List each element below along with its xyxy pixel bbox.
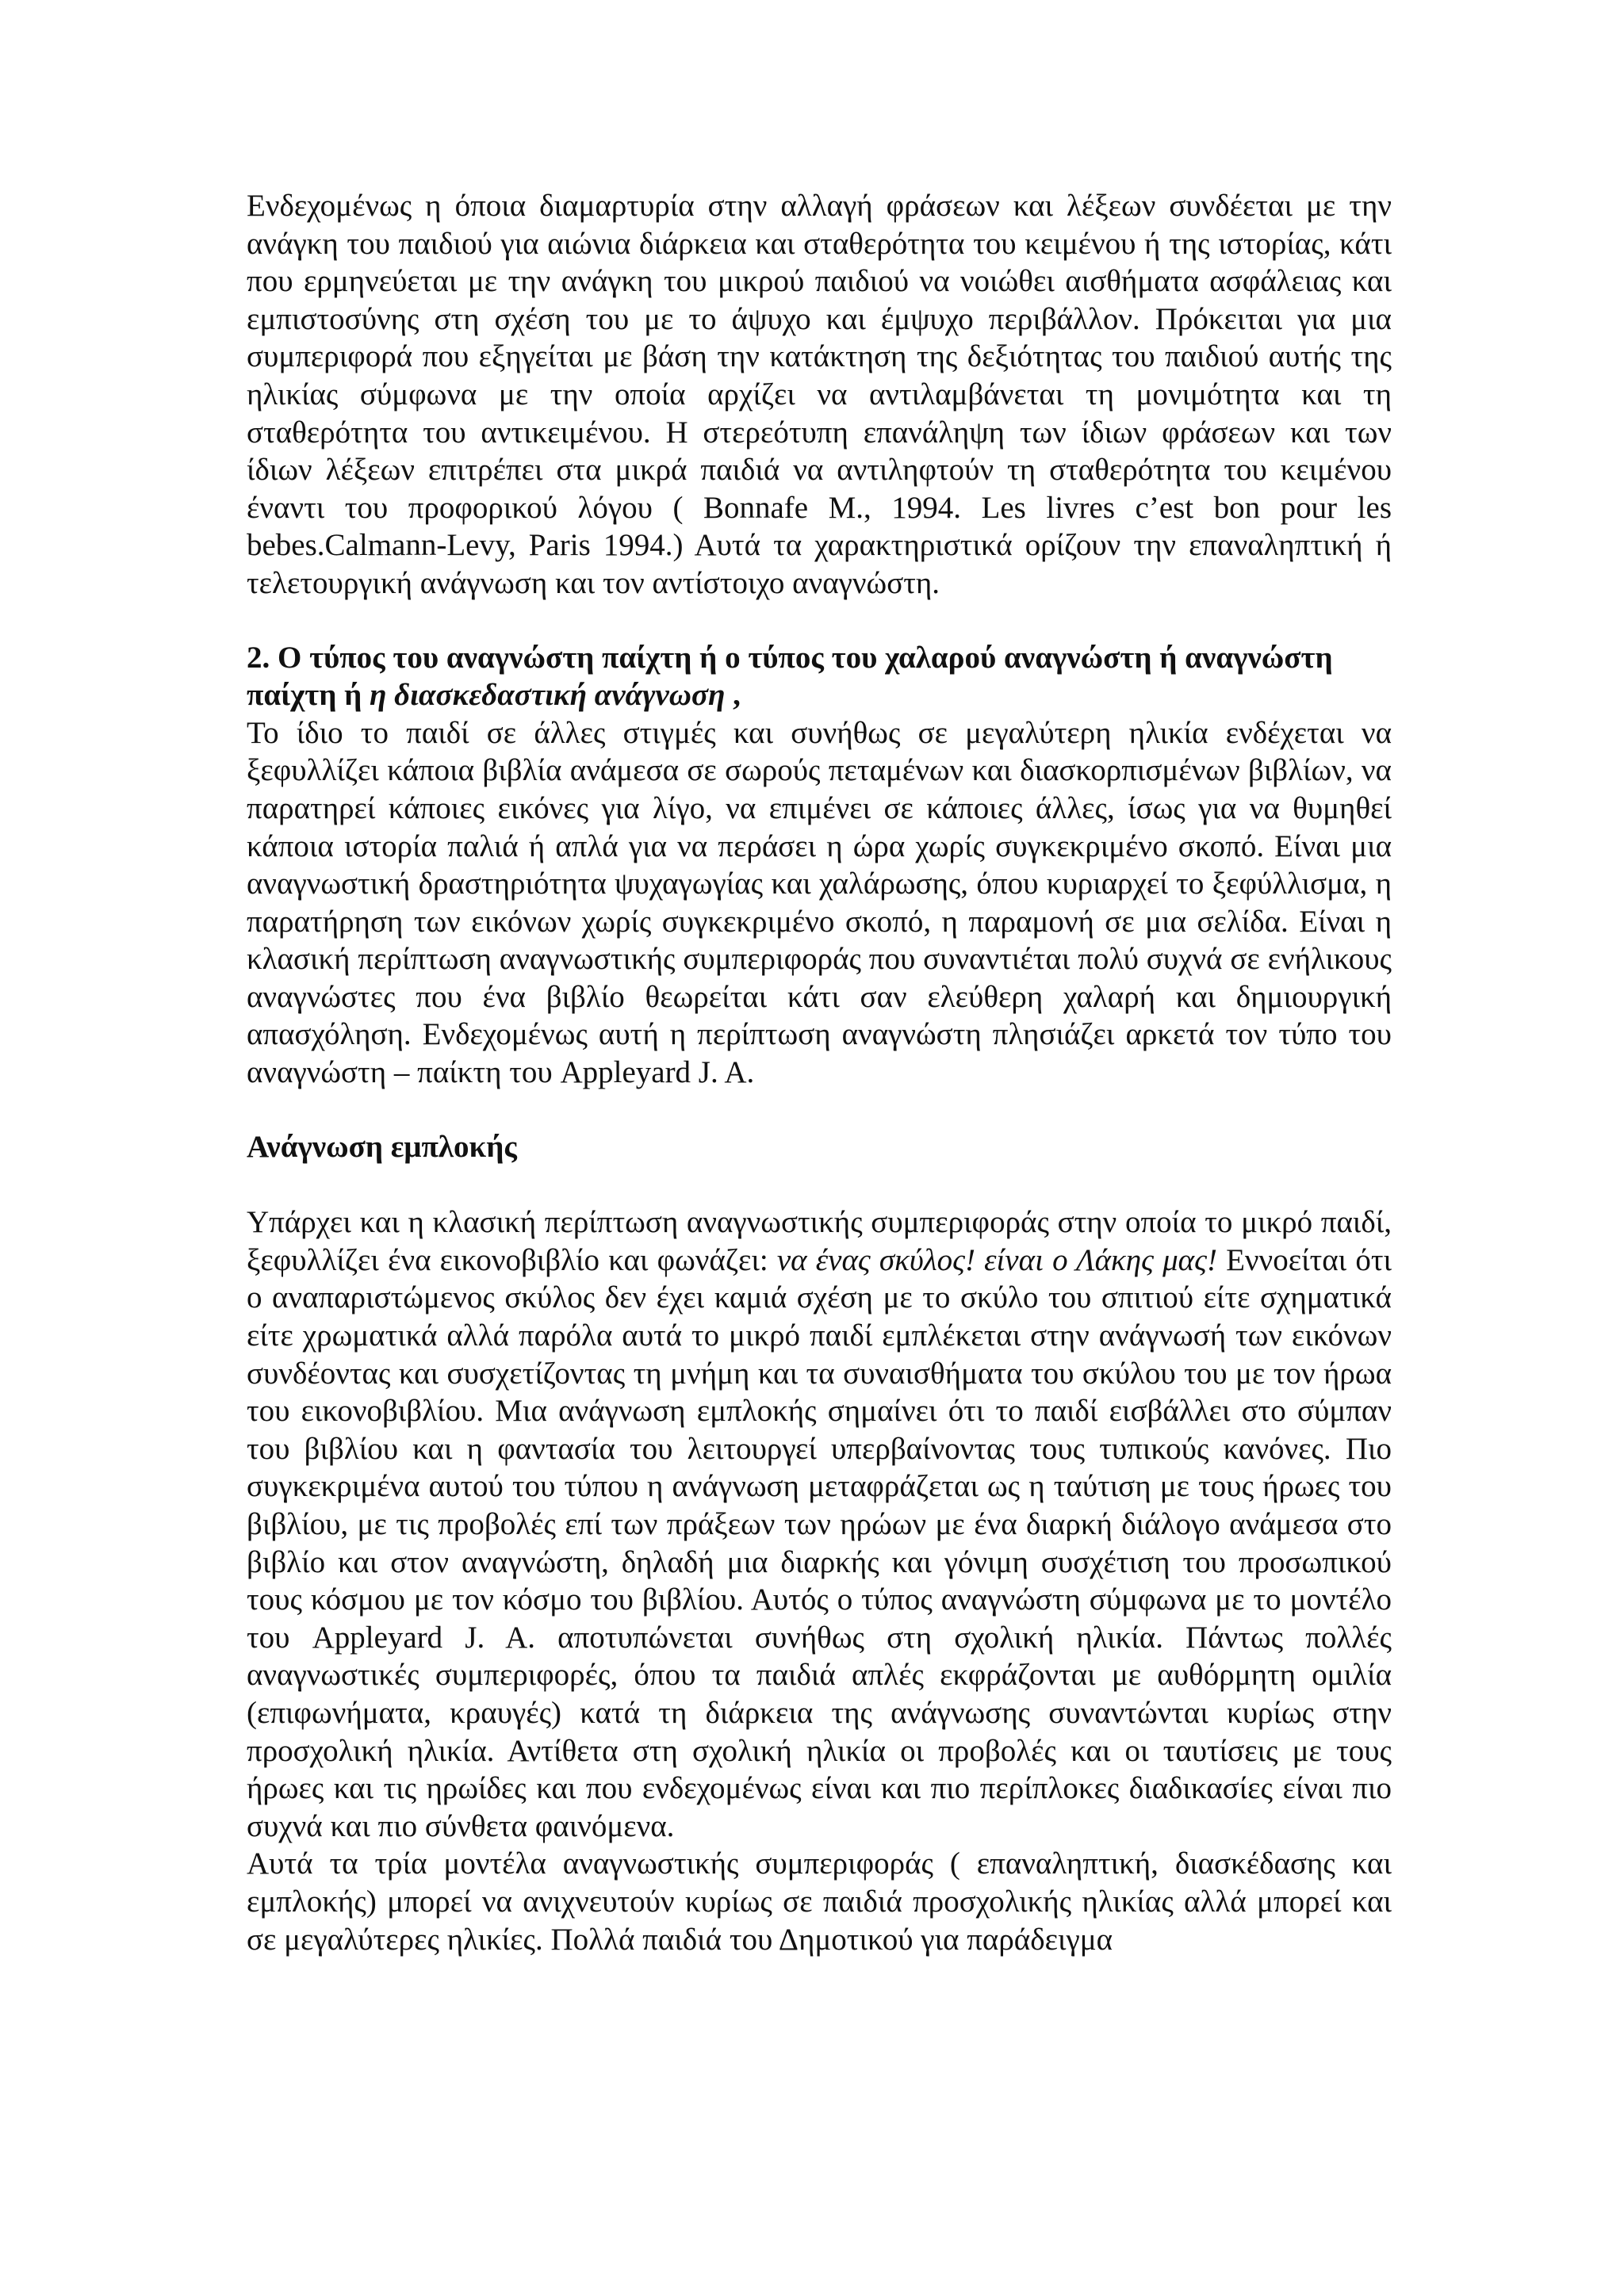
paragraph-involvement-text-b: Εννοείται ότι ο αναπαριστώμενος σκύλος δεν έχει καμιά σχέση με το σκύλο του σπιτιού είτε σχηματικά είτε χρωματικά αλλά παρόλα αυτά το μικρό παιδί εμπλέκεται στην ανάγνωσή των εικόνων συνδέοντας και συσχετίζοντας τη μνήμη και τα συναισθήματα του σκύλου του με τον ήρωα του εικονοβιβλίου. Μια ανάγνωση εμπλοκής σημαίνει ότι το παιδί εισβάλλει στο σύμπαν του βιβλίου και η φαντασία του λειτουργεί υπερβαίνοντας τους τυπικούς κανόνες. Πιο συγκεκριμένα αυτού του τύπου η ανάγνωση μεταφράζεται ως η ταύτιση με τους ήρωες του βιβλίου, με τις προβολές επί των πράξεων των ηρώων με ένα διαρκή διάλογο ανάμεσα στο βιβλίο και στον αναγνώστη, δηλαδή μια διαρκής και γόνιμη συσχέτιση του προσωπικού τους κόσμου με τον κόσμο του βιβλίου. Αυτός ο τύπος αναγνώστη σύμφωνα με το μοντέλο του Appleyard J. A. αποτυπώνεται συνήθως στη σχολική ηλικία. Πάντως πολλές αναγνωστικές συμπεριφορές, όπου τα παιδιά απλές εκφράζονται με αυθόρμητη ομιλία (επιφωνήματα, κραυγές) κατά τη διάρκεια της ανάγνωσης συναντώνται κυρίως στην προσχολική ηλικία. Αντίθετα στη σχολική ηλικία οι προβολές και οι ταυτίσεις με τους ήρωες και τις ηρωίδες και που ενδεχομένως είναι και πιο περίπλοκες διαδικασίες είναι πιο συχνά και πιο σύνθετα φαινόμενα. <box>247 1242 1392 1843</box>
document-page <box>247 187 1392 1958</box>
paragraph-involvement-reading <box>247 1203 1392 1845</box>
section-heading-involvement-reading: Ανάγνωση εμπλοκής <box>247 1129 517 1164</box>
section-heading-player-reader-italic: η διασκεδαστική ανάγνωση <box>370 678 726 713</box>
paragraph-ritual-reading: Ενδεχομένως η όποια διαμαρτυρία στην αλλαγή φράσεων και λέξεων συνδέεται με την ανάγκη του παιδιού για αιώνια διάρκεια και σταθερότητα του κειμένου ή της ιστορίας, κάτι που ερμηνεύεται με την ανάγκη του μικρού παιδιού να νοιώθει αισθήματα ασφάλειας και εμπιστοσύνης στη σχέση του με το άψυχο και έμψυχο περιβάλλον. Πρόκειται για μια συμπεριφορά που εξηγείται με βάση την κατάκτηση της δεξιότητας του παιδιού αυτής της ηλικίας σύμφωνα με την οποία αρχίζει να αντιλαμβάνεται τη μονιμότητα και τη σταθερότητα του αντικειμένου. Η στερεότυπη επανάληψη των ίδιων φράσεων και των ίδιων λέξεων επιτρέπει στα μικρά παιδιά να αντιληφτούν τη σταθερότητα του κειμένου έναντι του προφορικού λόγου ( Bonnafe M., 1994. Les livres c’est bon pour les bebes.Calmann-Levy, Paris 1994.) Αυτά τα χαρακτηριστικά ορίζουν την επαναληπτική ή τελετουργική ανάγνωση και τον αντίστοιχο αναγνώστη. <box>247 189 1392 600</box>
paragraph-player-reader: Το ίδιο το παιδί σε άλλες στιγμές και συνήθως σε μεγαλύτερη ηλικία ενδέχεται να ξεφυλλίζει κάποια βιβλία ανάμεσα σε σωρούς πεταμένων και διασκορπισμένων βιβλίων, να παρατηρεί κάποιες εικόνες για λίγο, να επιμένει σε κάποιες άλλες, ίσως για να θυμηθεί κάποια ιστορία παλιά ή απλά για να περάσει η ώρα χωρίς συγκεκριμένο σκοπό. Είναι μια αναγνωστική δραστηριότητα ψυχαγωγίας και χαλάρωσης, όπου κυριαρχεί το ξεφύλλισμα, η παρατήρηση των εικόνων χωρίς συγκεκριμένο σκοπό, η παραμονή σε μια σελίδα. Είναι η κλασική περίπτωση αναγνωστικής συμπεριφοράς που συναντιέται πολύ συχνά σε ενήλικους αναγνώστες που ένα βιβλίο θεωρείται κάτι σαν ελεύθερη χαλαρή και δημιουργική απασχόληση. Ενδεχομένως αυτή η περίπτωση αναγνώστη πλησιάζει αρκετά τον τύπο του αναγνώστη – παίκτη του Appleyard J. A. <box>247 715 1392 1090</box>
paragraph-three-models: Αυτά τα τρία μοντέλα αναγνωστικής συμπεριφοράς ( επαναληπτική, διασκέδασης και εμπλοκής) μπορεί να ανιχνευτούν κυρίως σε παιδιά προσχολικής ηλικίας αλλά μπορεί και σε μεγαλύτερες ηλικίες. Πολλά παιδιά του Δημοτικού για παράδειγμα <box>247 1846 1392 1957</box>
paragraph-involvement-text-a: Υπάρχει και η κλασική περίπτωση αναγνωστικής συμπεριφοράς στην οποία το μικρό παιδί, ξεφυλλίζει ένα εικονοβιβλίο και φωνάζει: <box>247 1205 1392 1277</box>
section-heading-player-reader <box>247 639 1392 714</box>
paragraph-involvement-quote: να ένας σκύλος! είναι ο Λάκης μας! <box>776 1242 1217 1277</box>
section-heading-player-reader-tail: , <box>725 678 741 713</box>
section-heading-player-reader-text: 2. Ο τύπος του αναγνώστη παίχτη ή ο τύπος του χαλαρού αναγνώστη ή αναγνώστη παίχτη ή <box>247 640 1333 713</box>
